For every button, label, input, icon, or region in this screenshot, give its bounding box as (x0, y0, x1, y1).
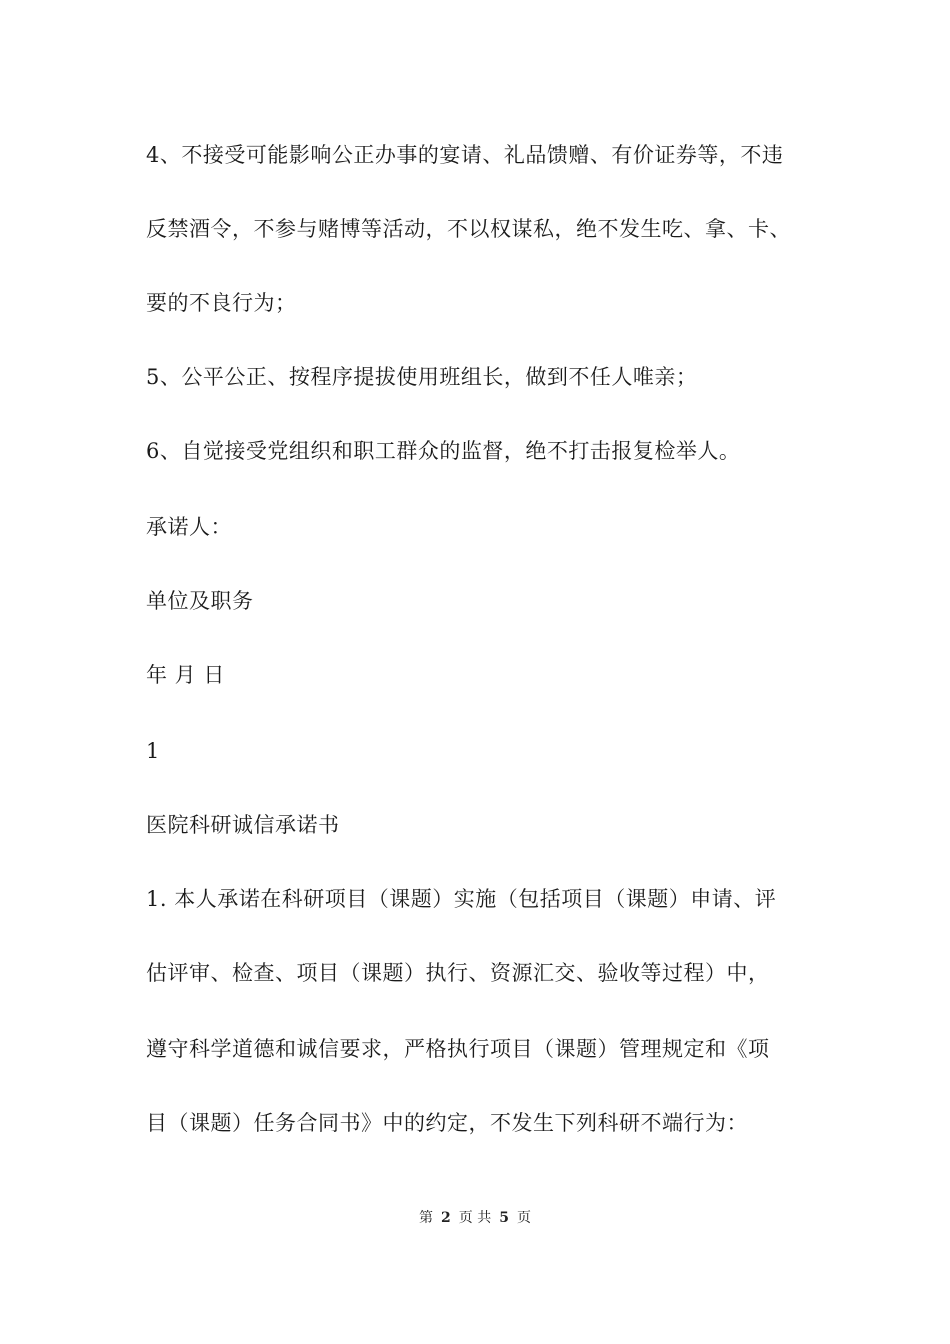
footer-total-pages: 5 (499, 1210, 509, 1226)
text-line-11: 1. 本人承诺在科研项目（课题）实施（包括项目（课题）申请、评 (146, 887, 777, 911)
text-line-3: 要的不良行为； (146, 291, 297, 315)
text-line-6: 承诺人： (146, 515, 232, 539)
section-title: 医院科研诚信承诺书 (146, 813, 340, 837)
text-line-13: 遵守科学道德和诚信要求，严格执行项目（课题）管理规定和《项 (146, 1037, 770, 1061)
text-line-14: 目（课题）任务合同书》中的约定，不发生下列科研不端行为： (146, 1111, 748, 1135)
footer-current-page: 2 (441, 1210, 451, 1226)
footer-middle: 页 共 (458, 1210, 492, 1226)
text-line-8: 年 月 日 (146, 663, 225, 687)
text-line-5: 6、自觉接受党组织和职工群众的监督，绝不打击报复检举人。 (146, 439, 741, 463)
footer-suffix: 页 (516, 1210, 531, 1226)
page-footer (0, 1208, 950, 1228)
text-line-7: 单位及职务 (146, 589, 254, 613)
text-line-4: 5、公平公正、按程序提拔使用班组长，做到不任人唯亲； (146, 365, 698, 389)
text-line-2: 反禁酒令，不参与赌博等活动，不以权谋私，绝不发生吃、拿、卡、 (146, 217, 791, 241)
text-line-12: 估评审、检查、项目（课题）执行、资源汇交、验收等过程）中， (146, 961, 770, 985)
text-line-9: 1 (146, 739, 160, 763)
text-line-1: 4、不接受可能影响公正办事的宴请、礼品馈赠、有价证券等，不违 (146, 143, 784, 167)
footer-prefix: 第 (419, 1210, 434, 1226)
